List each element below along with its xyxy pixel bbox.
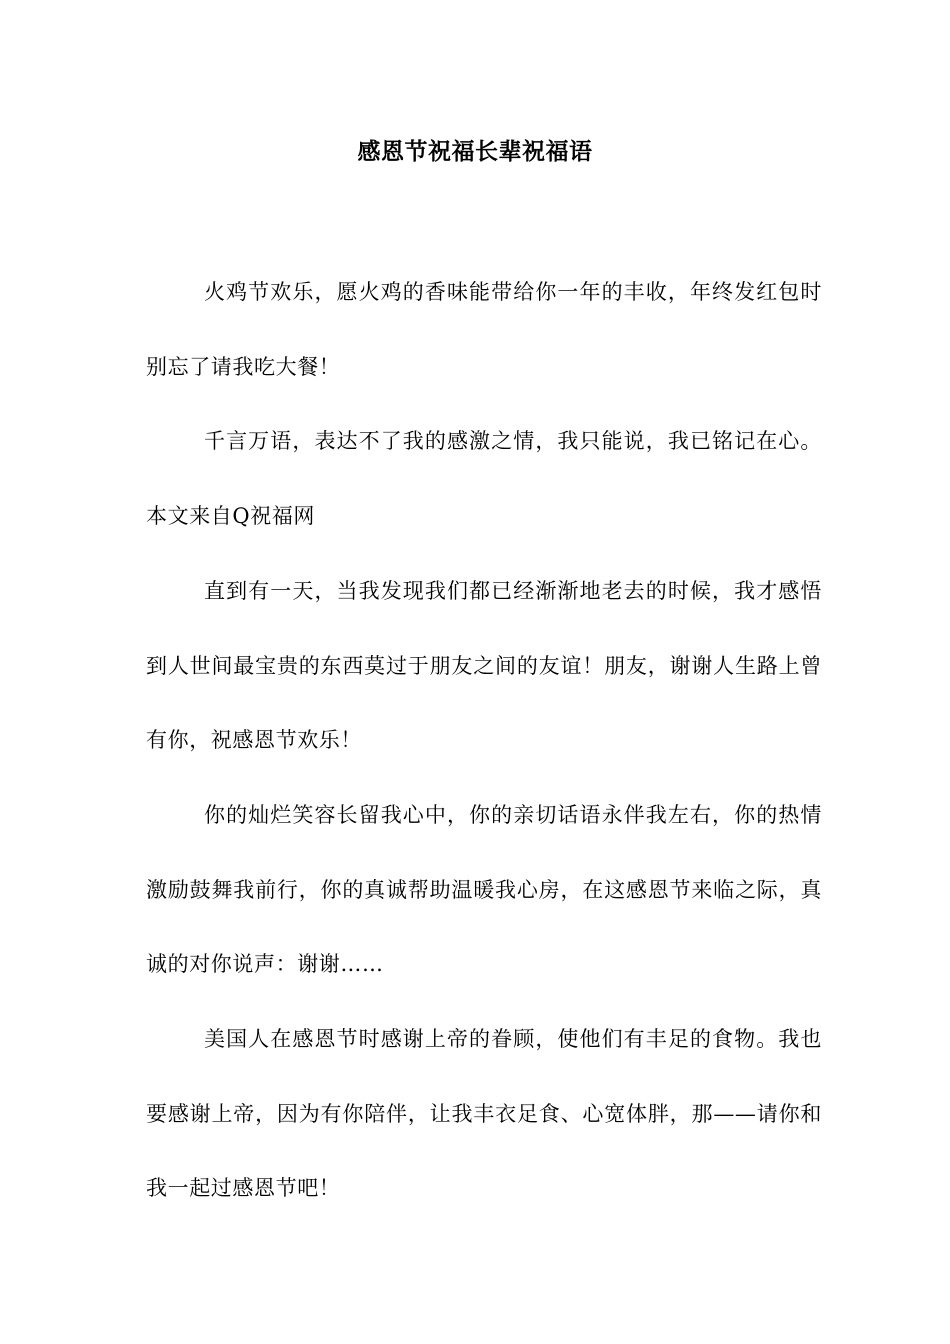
paragraph-2: 千言万语，表达不了我的感激之情，我只能说，我已铭记在心。 本文来自Q祝福网 <box>146 429 822 529</box>
paragraph-4: 你的灿烂笑容长留我心中，你的亲切话语永伴我左右，你的热情激励鼓舞我前行，你的真诚帮助温暖我心房，在这感恩节来临之际，真诚的对你说声：谢谢…… <box>146 802 822 977</box>
document-title: 感恩节祝福长辈祝福语 <box>357 138 593 165</box>
document-body <box>146 255 822 1226</box>
paragraph-3: 直到有一天，当我发现我们都已经渐渐地老去的时候，我才感悟到人世间最宝贵的东西莫过于朋友之间的友谊！朋友，谢谢人生路上曾有你，祝感恩节欢乐！ <box>146 578 822 753</box>
paragraph-5: 美国人在感恩节时感谢上帝的眷顾，使他们有丰足的食物。我也要感谢上帝，因为有你陪伴，让我丰衣足食、心宽体胖，那——请你和我一起过感恩节吧！ <box>146 1027 822 1201</box>
paragraph-1: 火鸡节欢乐，愿火鸡的香味能带给你一年的丰收，年终发红包时别忘了请我吃大餐！ <box>146 280 822 379</box>
